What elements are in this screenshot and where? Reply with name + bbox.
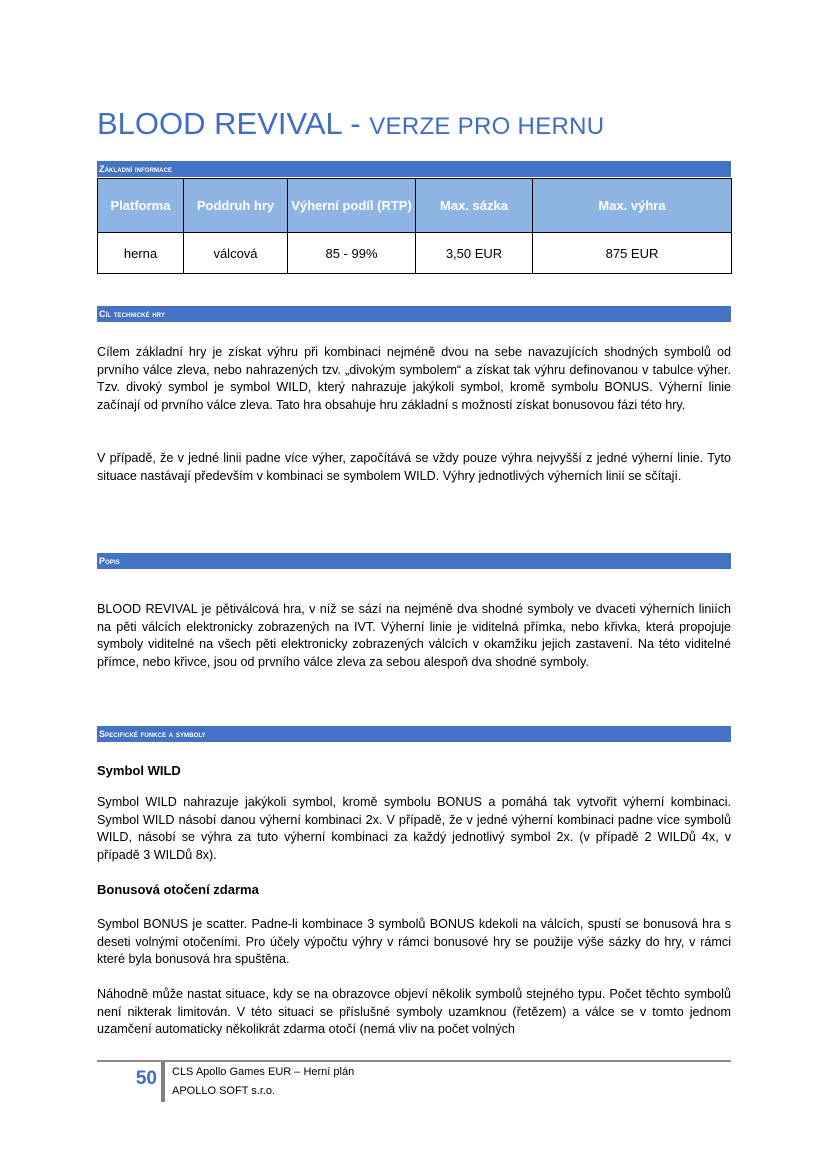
goal-paragraph-1: Cílem základní hry je získat výhru při kombinaci nejméně dvou na sebe navazujících shodných symbolů od prvního válce zleva, nebo nahrazených tzv. „divokým symbolem“ a získat tak výhru definovanou v tabulce výher. Tzv. divoký symbol je symbol WILD, který nahrazuje jakýkoli symbol, kromě symbolu BONUS. Výherní linie začínají od prvního válce zleva. Tato hra obsahuje hru základní s možností získat bonusovou fázi této hry.	[97, 345, 731, 412]
title-sub: VERZE PRO HERNU	[369, 113, 605, 140]
description-paragraph: BLOOD REVIVAL je pětiválcová hra, v níž se sází na nejméně dva shodné symboly ve dvaceti výherních liniích na pěti válcích elektronicky zobrazených na IVT. Výherní linie je viditelná přímka, nebo křivka, která propojuje symboly viditelné na všech pěti elektronicky zobrazených válcích v okamžiku jejich zastavení. Na této viditelné přímce, nebo křivce, jsou od prvního válce zleva za sebou alespoň dva shodné symboly.	[97, 602, 731, 669]
footer-divider	[161, 1062, 165, 1102]
title-main: BLOOD REVIVAL -	[97, 106, 361, 141]
header-max-bet: Max. sázka	[416, 179, 533, 233]
header-game-subtype: Poddruh hry	[184, 179, 288, 233]
header-platform: Platforma	[98, 179, 184, 233]
wild-paragraph: Symbol WILD nahrazuje jakýkoli symbol, kromě symbolu BONUS a pomáhá tak vytvořit výherní kombinaci. Symbol WILD násobí danou výherní kombinaci 2x. V případě, že v jedné výherní kombinaci padne více symbolů WILD, násobí se výhra za tuto výherní kombinaci za každý jednotlivý symbol 2x. (v případě 2 WILDů 4x, v případě 3 WILDů 8x).	[97, 795, 731, 862]
cell-max-bet: 3,50 EUR	[416, 233, 533, 274]
footer-company: APOLLO SOFT s.r.o.	[172, 1085, 276, 1097]
cell-platform: herna	[98, 233, 184, 274]
table-row	[98, 233, 732, 274]
goal-paragraph-2: V případě, že v jedné linii padne více výher, započítává se vždy pouze výhra nejvyšší z jedné výherní linie. Tyto situace nastávají především v kombinaci se symbolem WILD. Výhry jednotlivých výherních linií se sčítají.	[97, 451, 731, 483]
section-header-basic-info: Základní informace	[97, 161, 731, 177]
bonus-paragraph: Symbol BONUS je scatter. Padne-li kombinace 3 symbolů BONUS kdekoli na válcích, spustí se bonusová hra s deseti volnými otočeními. Pro účely výpočtu výhry v rámci bonusové hry se použije výše sázky do hry, v rámci které byla bonusová hra spuštěna.	[97, 917, 731, 967]
section-header-goal: Cíl technické hry	[97, 306, 731, 322]
bonus-heading: Bonusová otočení zdarma	[97, 882, 259, 897]
cell-rtp: 85 - 99%	[288, 233, 416, 274]
header-max-win: Max. výhra	[533, 179, 732, 233]
page-title	[97, 104, 604, 147]
footer-rule	[97, 1060, 731, 1062]
cell-max-win: 875 EUR	[533, 233, 732, 274]
basic-info-table	[97, 178, 732, 274]
wild-heading: Symbol WILD	[97, 763, 181, 778]
random-paragraph: Náhodně může nastat situace, kdy se na obrazovce objeví několik symbolů stejného typu. Počet těchto symbolů není nikterak limitován. V této situaci se příslušné symboly uzamknou (řetězem) a válce se v tomto jednom uzamčení automaticky několikrát zdarma otočí (nemá vliv na počet volných	[97, 987, 731, 1037]
section-header-features: Specifické funkce a symboly	[97, 726, 731, 742]
footer-document-title: CLS Apollo Games EUR – Herní plán	[172, 1066, 355, 1078]
header-rtp: Výherní podíl (RTP)	[288, 179, 416, 233]
cell-game-subtype: válcová	[184, 233, 288, 274]
page-number: 50	[135, 1068, 157, 1089]
section-header-description: Popis	[97, 553, 731, 569]
table-header-row	[98, 179, 732, 233]
